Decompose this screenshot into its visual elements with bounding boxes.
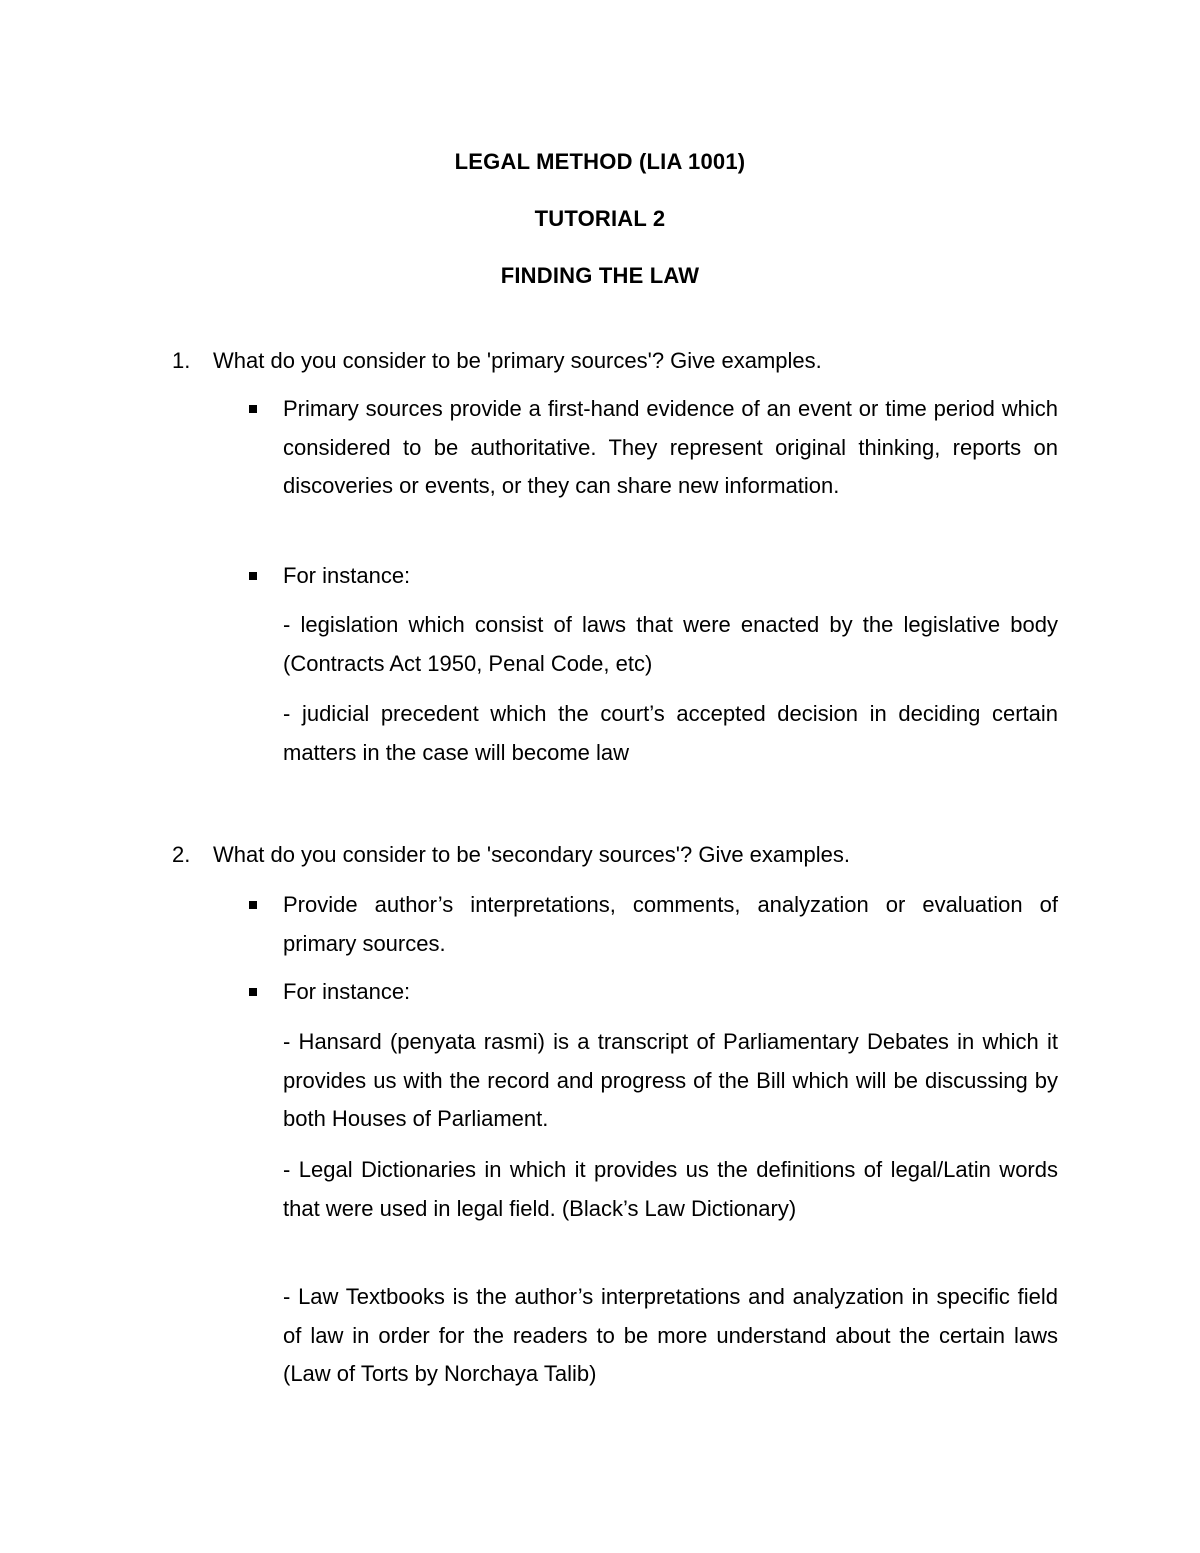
topic-title: FINDING THE LAW bbox=[500, 263, 700, 288]
question-2-instance-label: For instance: bbox=[283, 979, 411, 1004]
question-2-text: What do you consider to be 'secondary sources'? Give examples. bbox=[213, 842, 850, 867]
question-2-number: 2. bbox=[172, 842, 191, 867]
question-1-instance-label: For instance: bbox=[283, 563, 411, 588]
bullet-icon bbox=[249, 572, 257, 580]
bullet-icon bbox=[249, 988, 257, 996]
tutorial-title: TUTORIAL 2 bbox=[534, 206, 666, 231]
bullet-icon bbox=[249, 405, 257, 413]
question-1-definition: Primary sources provide a first-hand evidence of an event or time period which considered to be authoritative. They represent original thinking, reports on discoveries or events, or they can share new information. bbox=[283, 396, 1058, 499]
question-2-definition: Provide author’s interpretations, comments, analyzation or evaluation of primary sources. bbox=[283, 892, 1058, 956]
course-title: LEGAL METHOD (LIA 1001) bbox=[454, 149, 746, 174]
bullet-icon bbox=[249, 901, 257, 909]
question-1-number: 1. bbox=[172, 348, 191, 373]
question-1-example-2: - judicial precedent which the court’s accepted decision in deciding certain matters in the case will become law bbox=[283, 701, 1058, 765]
question-2-example-3: - Law Textbooks is the author’s interpretations and analyzation in specific field of law in order for the readers to be more understand about the certain laws (Law of Torts by Norchaya Talib) bbox=[283, 1284, 1058, 1387]
question-1-text: What do you consider to be 'primary sources'? Give examples. bbox=[213, 348, 822, 373]
question-2-example-2: - Legal Dictionaries in which it provides us the definitions of legal/Latin words that were used in legal field. (Black’s Law Dictionary) bbox=[283, 1157, 1058, 1221]
question-2-example-1: - Hansard (penyata rasmi) is a transcript of Parliamentary Debates in which it provides us with the record and progress of the Bill which will be discussing by both Houses of Parliament. bbox=[283, 1029, 1058, 1132]
question-1-example-1: - legislation which consist of laws that were enacted by the legislative body (Contracts Act 1950, Penal Code, etc) bbox=[283, 612, 1058, 676]
